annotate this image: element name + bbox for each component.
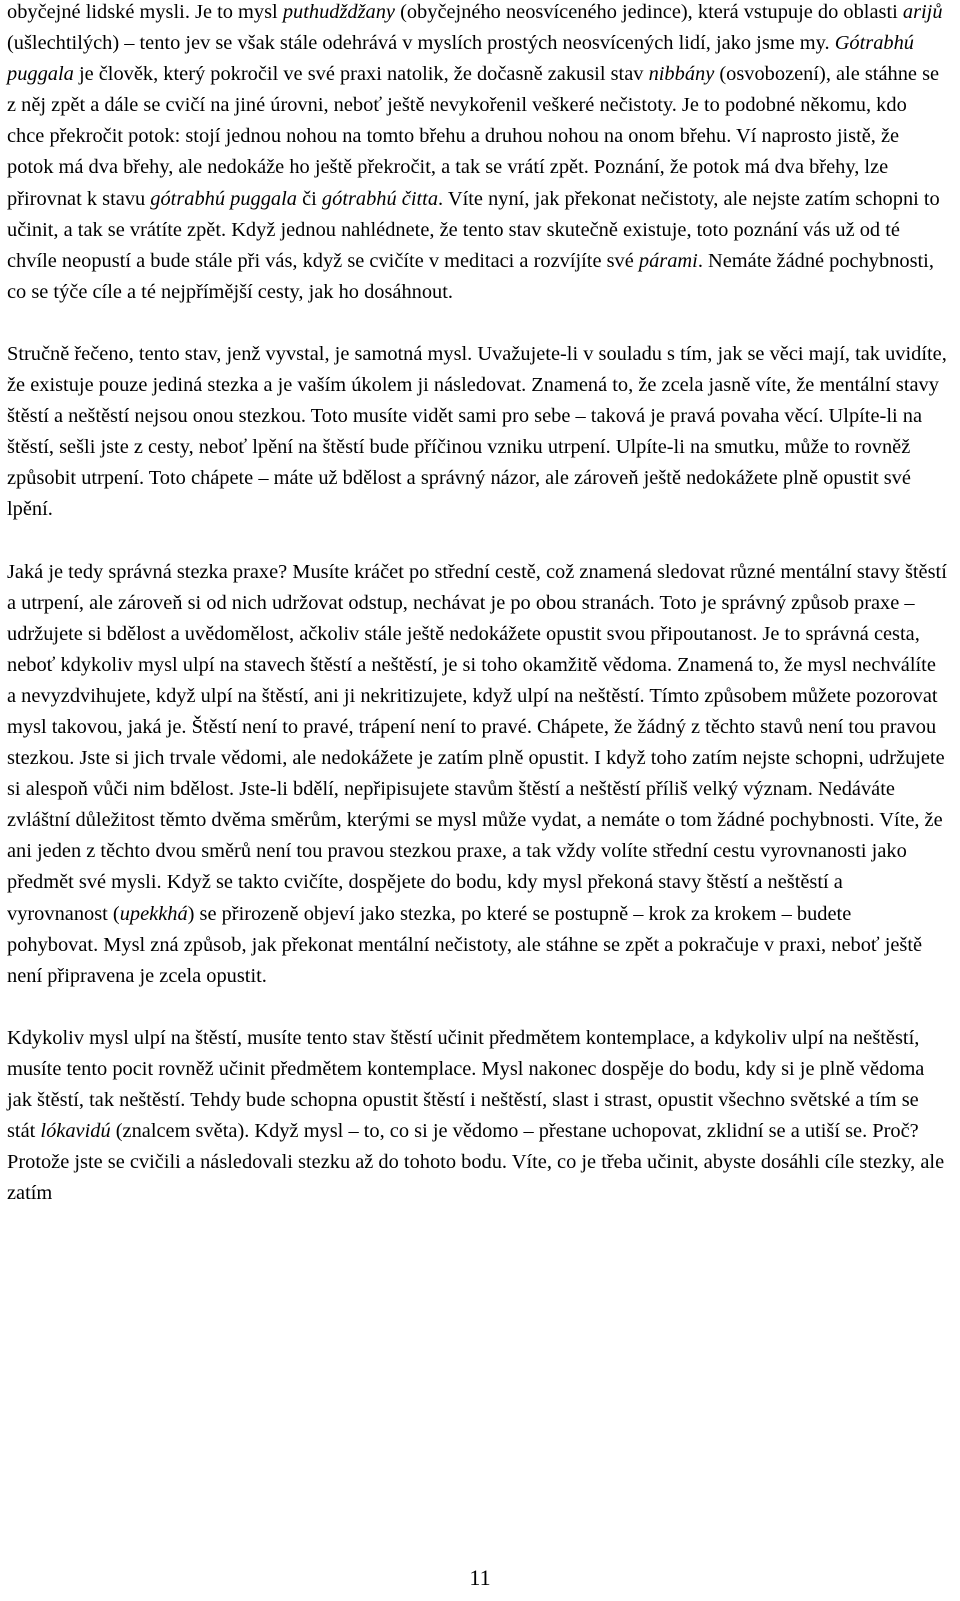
paragraph-3 bbox=[7, 557, 947, 992]
text-run: Kdykoliv mysl ulpí na štěstí, musíte tento stav štěstí učinit předmětem kontemplace, a kdykoliv ulpí na neštěstí, musíte tento pocit rovněž učinit předmětem kontemplace. Mysl nakonec dospěje do bodu, kdy si je plně vědoma jak štěstí, tak neštěstí. Tehdy bude schopna opustit štěstí i neštěstí, slast i strast, opustit všechno světské a tím se stát bbox=[7, 1026, 925, 1143]
document-page bbox=[7, 0, 947, 1209]
italic-term: puthudždžany bbox=[282, 1, 395, 23]
italic-term: lókavidú bbox=[40, 1120, 111, 1143]
text-run: . Víte nyní, jak překonat nečistoty, ale nejste zatím schopni to učinit, a tak se vrátíte zpět. Když jednou nahlédnete, že tento stav skutečně existuje, toto poznání vás už od té chvíle neopustí a bude stále při vás, když se cvičíte v meditaci a rozvíjíte své bbox=[7, 187, 940, 272]
text-run: (osvobození), ale stáhne se z něj zpět a dále se cvičí na jiné úrovni, neboť ještě nevykořenil veškeré nečistoty. Je to podobné někomu, kdo chce překročit potok: stojí jednou nohou na tomto břehu a druhou nohou na onom břehu. Ví naprosto jistě, že potok má dva břehy, ale nedokáže ho ještě překročit, a tak se vrátí zpět. Poznání, že potok má dva břehy, lze přirovnat k stavu bbox=[7, 63, 940, 210]
text-run: (obyčejného neosvíceného jedince), která vstupuje do oblasti bbox=[394, 1, 903, 23]
italic-term: gótrabhú čitta bbox=[321, 187, 439, 210]
italic-term: arijů bbox=[902, 1, 943, 23]
text-run: či bbox=[297, 187, 322, 210]
text-run: ) se přirozeně objeví jako stezka, po které se postupně – krok za krokem – budete pohybovat. Mysl zná způsob, jak překonat mentální nečistoty, ale stáhne se zpět a pokračuje v praxi, neboť ještě není připravena je zcela opustit. bbox=[7, 902, 923, 987]
italic-term: nibbány bbox=[648, 63, 715, 86]
italic-term: upekkhá bbox=[119, 902, 188, 925]
text-run: (ušlechtilých) – tento jev se však stále odehrává v myslích prostých neosvícených lidí, jako jsme my. bbox=[7, 32, 835, 55]
text-run: Jaká je tedy správná stezka praxe? Musíte kráčet po střední cestě, což znamená sledovat různé mentální stavy štěstí a utrpení, ale zároveň si od nich udržovat odstup, nechávat je po obou stranách. Toto je správný způsob praxe – udržujete si bdělost a uvědomělost, ačkoliv stále ještě nedokážete opustit svou připoutanost. Je to správná cesta, neboť kdykoliv mysl ulpí na stavech štěstí a neštěstí, je si toho okamžitě vědoma. Znamená to, že mysl nechválíte a nevyzdvihujete, když ulpí na štěstí, ani ji nekritizujete, když ulpí na neštěstí. Tímto způsobem můžete pozorovat mysl takovou, jaká je. Štěstí není to pravé, trápení není to pravé. Chápete, že žádný z těchto stavů není tou pravou stezkou. Jste si jich trvale vědomi, ale nedokážete je zatím plně opustit. I když toho zatím nejste schopni, udržujete si alespoň vůči nim bdělost. Jste-li bdělí, nepřipisujete stavům štěstí a neštěstí příliš velký význam. Nedáváte zvláštní důležitost těmto dvěma směrům, kterými se mysl může vydat, a nemáte o tom žádné pochybnosti. Víte, že ani jeden z těchto dvou směrů není tou pravou stezkou praxe, a tak vždy volíte střední cestu vyrovnanosti jako předmět své mysli. Když se takto cvičíte, dospějete do bodu, kdy mysl překoná stavy štěstí a neštěstí a vyrovnanost ( bbox=[7, 560, 947, 925]
text-run: je člověk, který pokročil ve své praxi natolik, že dočasně zakusil stav bbox=[73, 63, 649, 86]
italic-term: Gótrabhú puggala bbox=[7, 32, 915, 86]
text-run: . Nemáte žádné pochybnosti, co se týče cíle a té nejpřímější cesty, jak ho dosáhnout. bbox=[7, 249, 934, 303]
text-run: Stručně řečeno, tento stav, jenž vyvstal, je samotná mysl. Uvažujete-li v souladu s tím, jak se věci mají, tak uvidíte, že existuje pouze jediná stezka a je vaším úkolem ji následovat. Znamená to, že zcela jasně víte, že mentální stavy štěstí a neštěstí nejsou onou stezkou. Toto musíte vidět sami pro sebe – taková je pravá povaha věcí. Ulpíte-li na štěstí, sešli jste z cesty, neboť lpění na štěstí bude příčinou vzniku utrpení. Ulpíte-li na smutku, může to rovněž způsobit utrpení. Toto chápete – máte už bdělost a správný názor, ale zároveň ještě nedokážete plně opustit své lpění. bbox=[7, 342, 947, 521]
paragraph-1 bbox=[7, 0, 947, 308]
page-number: 11 bbox=[469, 1565, 491, 1590]
italic-term: gótrabhú puggala bbox=[150, 187, 297, 210]
italic-term: párami bbox=[638, 249, 698, 272]
paragraph-4 bbox=[7, 1023, 947, 1210]
text-run: obyčejné lidské mysli. Je to mysl bbox=[7, 1, 283, 23]
paragraph-2 bbox=[7, 339, 947, 526]
text-run: (znalcem světa). Když mysl – to, co si je vědomo – přestane uchopovat, zklidní se a utiší se. Proč? Protože jste se cvičili a následovali stezku až do tohoto bodu. Víte, co je třeba učinit, abyste dosáhli cíle stezky, ale zatím bbox=[7, 1120, 945, 1205]
